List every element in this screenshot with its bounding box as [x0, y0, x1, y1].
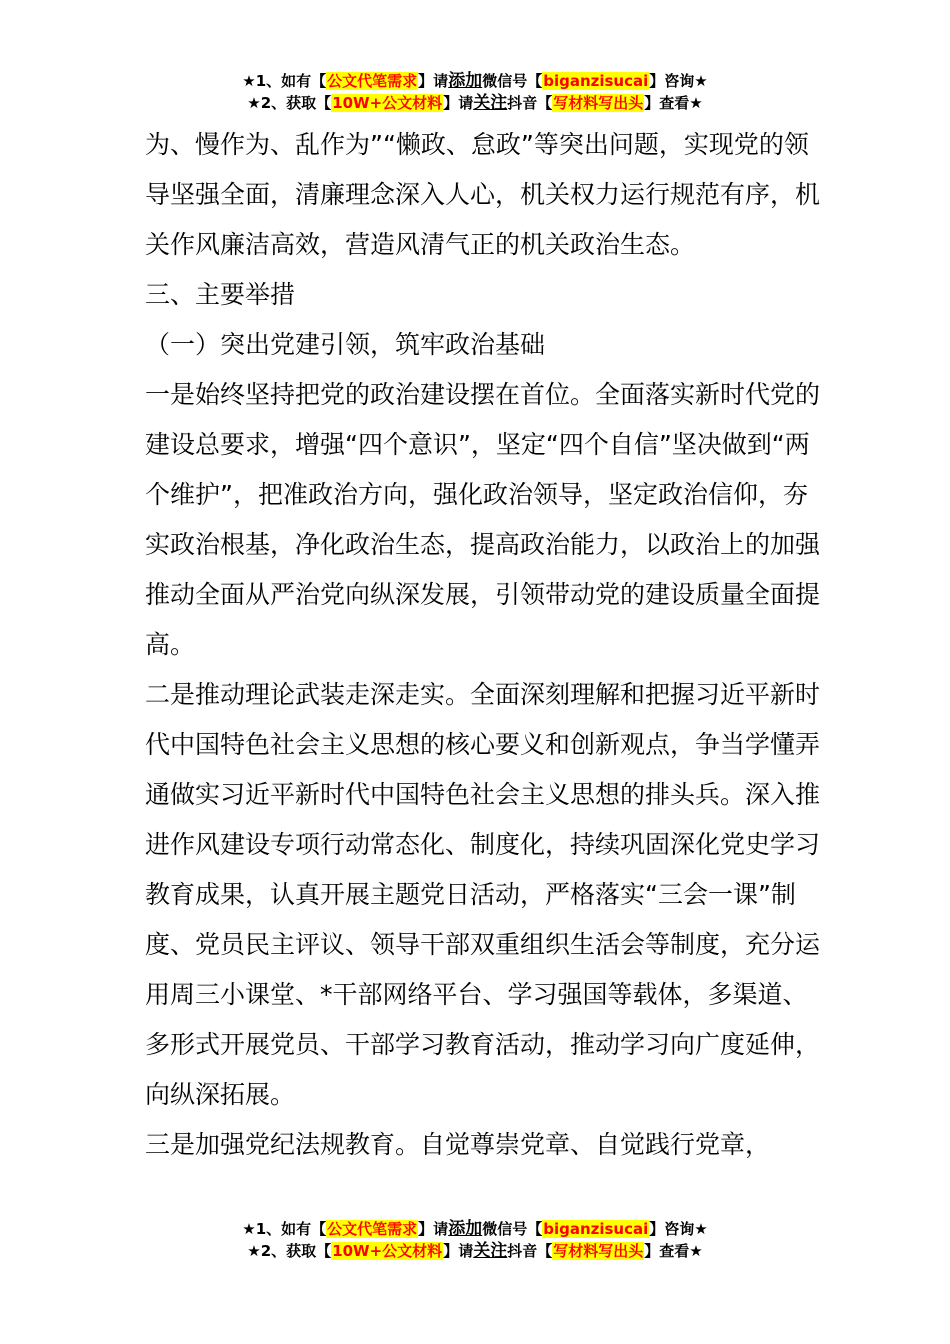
header-banner-line-1: ★1、如有【公文代笔需求】请添加微信号【biganzisucai】咨询★ — [242, 71, 708, 91]
document-body — [145, 120, 825, 1170]
paragraph-political-construction: 一是始终坚持把党的政治建设摆在首位。全面落实新时代党的建设总要求，增强“四个意识”，坚定“四个自信”坚决做到“两个维护”，把准政治方向，强化政治领导，坚定政治信仰，夯实政治根基，净化政治生态，提高政治能力，以政治上的加强推动全面从严治党向纵深发展，引领带动党的建设质量全面提高。 — [145, 380, 821, 659]
highlight-materials: 10W+公文材料 — [332, 1242, 443, 1260]
header-banner-line-2: ★2、获取【10W+公文材料】请关注抖音【写材料写出头】查看★ — [247, 93, 703, 113]
section-heading: 三、主要举措 — [145, 280, 296, 309]
highlight-service: 公文代笔需求 — [327, 72, 418, 90]
footer-banner — [0, 1218, 950, 1262]
paragraph-theory-armament: 二是推动理论武装走深走实。全面深刻理解和把握习近平新时代中国特色社会主义思想的核心要义和创新观点，争当学懂弄通做实习近平新时代中国特色社会主义思想的排头兵。深入推进作风建设专项行动常态化、制度化，持续巩固深化党史学习教育成果，认真开展主题党日活动，严格落实“三会一课”制度、党员民主评议、领导干部双重组织生活会等制度，充分运用周三小课堂、*干部网络平台、学习强国等载体，多渠道、多形式开展党员、干部学习教育活动，推动学习向广度延伸，向纵深拓展。 — [145, 680, 821, 1109]
highlight-service: 公文代笔需求 — [327, 1220, 418, 1238]
paragraph-continuation: 为、慢作为、乱作为”“懒政、怠政”等突出问题，实现党的领导坚强全面，清廉理念深入人心，机关权力运行规范有序，机关作风廉洁高效，营造风清气正的机关政治生态。 — [145, 130, 821, 259]
footer-banner-line-1: ★1、如有【公文代笔需求】请添加微信号【biganzisucai】咨询★ — [242, 1219, 708, 1239]
header-banner — [0, 70, 950, 114]
highlight-douyin: 写材料写出头 — [553, 94, 644, 112]
subsection-heading: （一）突出党建引领，筑牢政治基础 — [145, 330, 546, 359]
paragraph-discipline-education: 三是加强党纪法规教育。自觉尊崇党章、自觉践行党章， — [145, 1130, 771, 1159]
highlight-douyin: 写材料写出头 — [553, 1242, 644, 1260]
highlight-wechat-id: biganzisucai — [543, 1220, 649, 1238]
footer-banner-line-2: ★2、获取【10W+公文材料】请关注抖音【写材料写出头】查看★ — [247, 1241, 703, 1261]
highlight-wechat-id: biganzisucai — [543, 72, 649, 90]
highlight-materials: 10W+公文材料 — [332, 94, 443, 112]
